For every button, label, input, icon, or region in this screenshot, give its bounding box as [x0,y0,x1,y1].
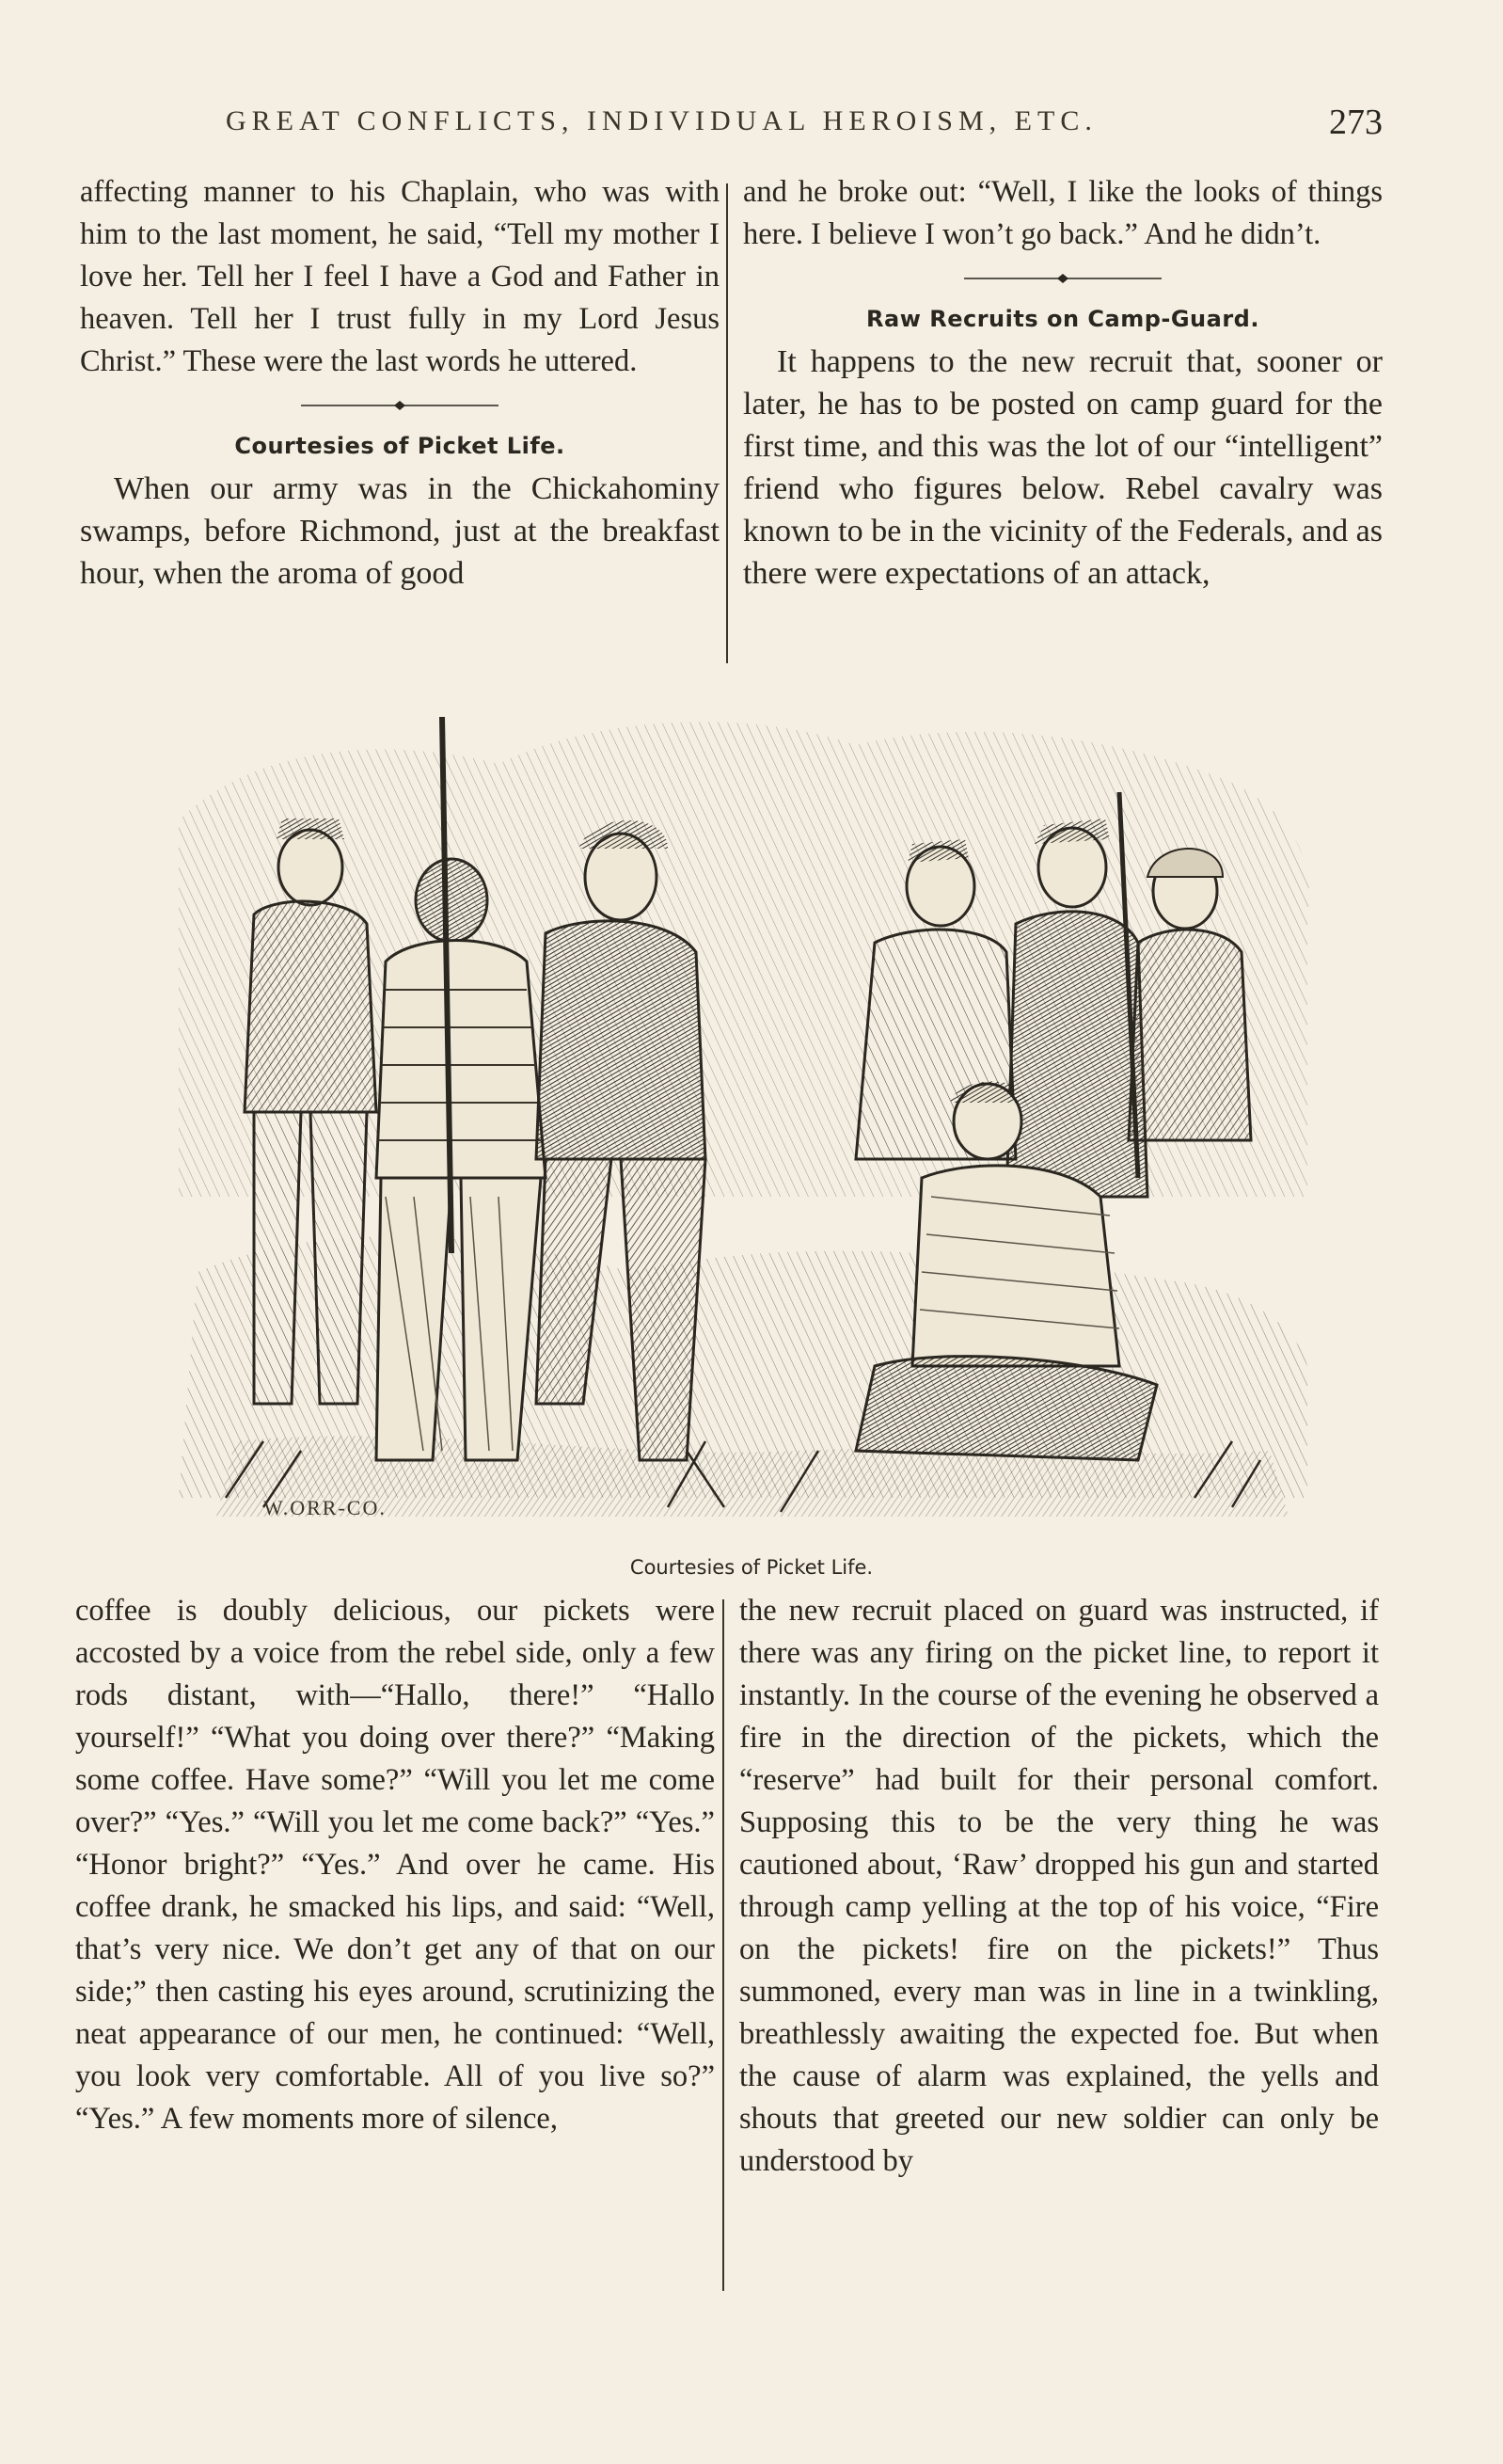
top-right-paragraph-1: and he broke out: “Well, I like the looks of things here. I believe I won’t go back.” And he didn’t. [743,175,1383,251]
figure-soldier-right [856,792,1251,1197]
illustration-caption: Courtesies of Picket Life. [629,1556,874,1579]
engraver-signature: W.ORR-CO. [263,1496,387,1519]
top-left-paragraph-2: When our army was in the Chickahominy swamps, before Richmond, just at the breakfast hour, when the aroma of good [80,471,720,591]
top-left-column [80,171,720,595]
top-right-paragraph-2: It happens to the new recruit that, sooner or later, he has to be posted on camp guard for the first time, and this was the lot of our “intelligent” friend who figures below. Rebel cavalry was known to be in the vicinity of the Federals, and as there were expectations of an attack, [743,344,1383,591]
bottom-left-paragraph: coffee is doubly delicious, our pickets were accosted by a voice from the rebel side, only a few rods distant, with—“Hallo, there!” “Hallo yourself!” “What you doing over there?” “Making some coffee. Have some?” “Will you let me come over?” “Yes.” “Will you let me come back?” “Yes.” “Honor bright?” “Yes.” And over he came. His coffee drank, he smacked his lips, and said: “Well, that’s very nice. We don’t get any of that on our side;” then casting his eyes around, scrutinizing the neat appearance of our men, he continued: “Well, you look very comfortable. All of you live so?” “Yes.” A few moments more of silence, [75,1594,715,2136]
top-column-divider [726,183,728,663]
page-number: 273 [1329,103,1383,142]
top-left-paragraph-1: affecting manner to his Chaplain, who was with him to the last moment, he said, “Tell my mother I love her. Tell her I feel I have a God and Father in heaven. Tell her I trust fully in my Lord Jesus Christ.” These were the last words he uttered. [80,175,720,378]
bottom-right-column [739,1590,1379,2183]
bottom-column-divider [722,1599,724,2291]
bottom-left-column [75,1590,715,2140]
section-heading-courtesies: Courtesies of Picket Life. [234,433,565,459]
running-title: GREAT CONFLICTS, INDIVIDUAL HEROISM, ETC. [226,105,1098,136]
section-heading-raw-recruits: Raw Recruits on Camp-Guard. [866,306,1259,332]
engraving-picture [141,707,1345,1545]
bottom-right-paragraph: the new recruit placed on guard was instructed, if there was any firing on the picket line, to report it instantly. In the course of the evening he observed a fire in the direction of the pickets, which the “reserve” had built for their personal comfort. Supposing this to be the very thing he was cautioned about, ‘Raw’ dropped his gun and started through camp yelling at the top of his voice, “Fire on the pickets! fire on the pickets!” Thus summoned, every man was in line in a twinkling, breathlessly awaiting the expected foe. But when the cause of alarm was explained, the yells and shouts that greeted our new soldier can only be understood by [739,1594,1379,2178]
section-rule [80,387,720,424]
top-right-column [743,171,1383,595]
engraving-illustration [141,707,1345,1545]
section-rule [743,260,1383,297]
running-header [216,102,1383,149]
